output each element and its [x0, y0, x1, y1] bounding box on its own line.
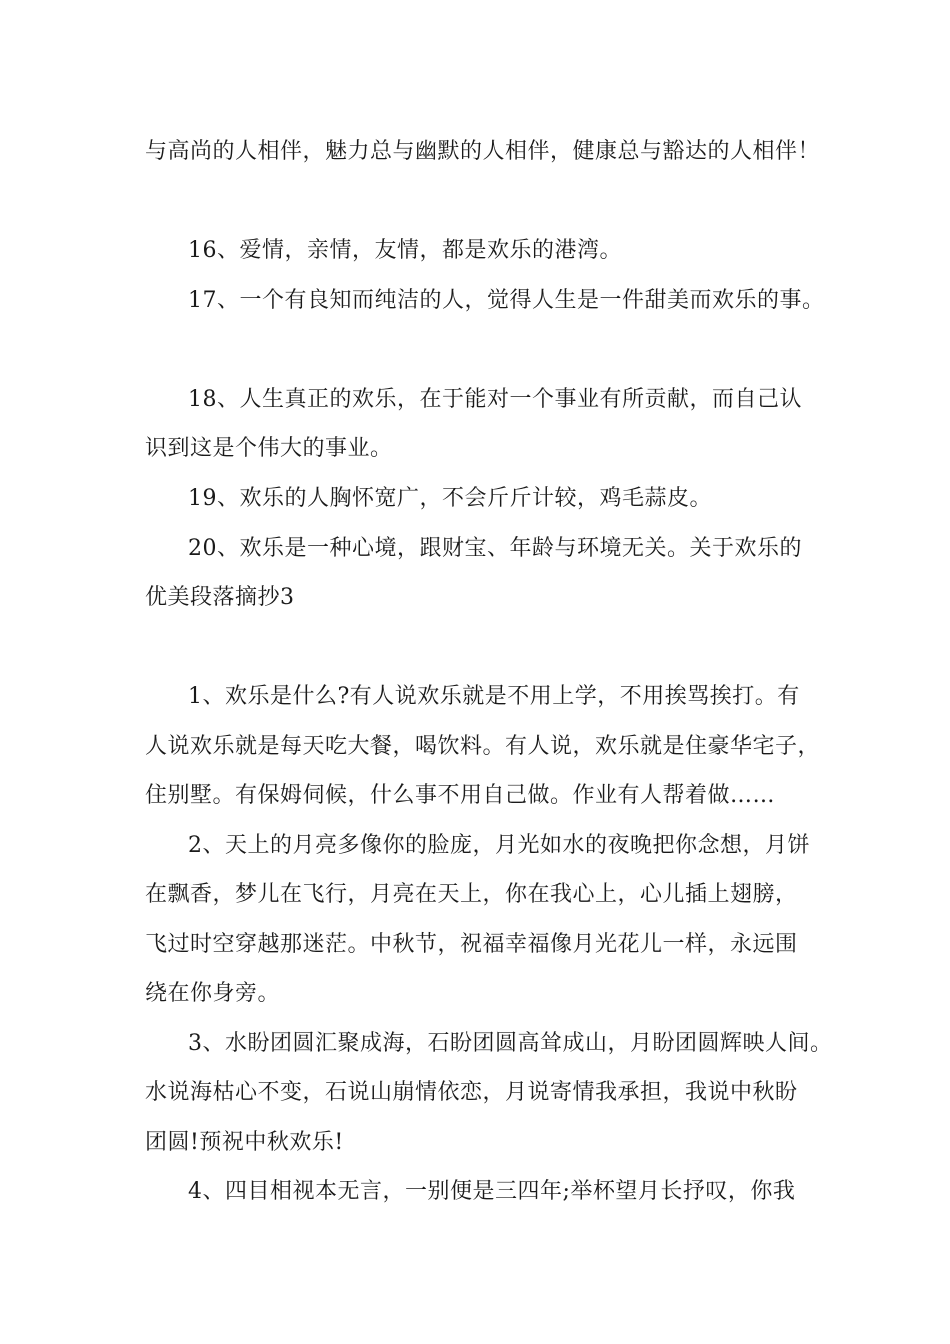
paragraph-line: 16、爱情，亲情，友情，都是欢乐的港湾。 — [188, 238, 622, 263]
paragraph-line: 飞过时空穿越那迷茫。中秋节，祝福幸福像月光花儿一样，永远围 — [145, 932, 798, 957]
paragraph-line: 19、欢乐的人胸怀宽广，不会斤斤计较，鸡毛蒜皮。 — [188, 486, 712, 511]
paragraph-line: 20、欢乐是一种心境，跟财宝、年龄与环境无关。关于欢乐的 — [188, 536, 802, 561]
paragraph-line: 人说欢乐就是每天吃大餐，喝饮料。有人说，欢乐就是住豪华宅子， — [145, 734, 821, 759]
paragraph-line: 2、天上的月亮多像你的脸庞，月光如水的夜晚把你念想，月饼 — [188, 833, 810, 858]
paragraph-line: 18、人生真正的欢乐，在于能对一个事业有所贡献，而自己认 — [188, 387, 802, 412]
paragraph-line: 3、水盼团圆汇聚成海，石盼团圆高耸成山，月盼团圆辉映人间。 — [188, 1031, 833, 1056]
paragraph-line: 住别墅。有保姆伺候，什么事不用自己做。作业有人帮着做…… — [145, 783, 776, 808]
paragraph-line: 优美段落摘抄3 — [145, 585, 295, 610]
paragraph-line: 4、四目相视本无言，一别便是三四年;举杯望月长抒叹，你我 — [188, 1179, 796, 1204]
paragraph-line: 1、欢乐是什么?有人说欢乐就是不用上学，不用挨骂挨打。有 — [188, 684, 800, 709]
paragraph-line: 绕在你身旁。 — [145, 981, 281, 1006]
paragraph-line: 识到这是个伟大的事业。 — [145, 436, 393, 461]
paragraph-line: 在飘香，梦儿在飞行，月亮在天上，你在我心上，心儿插上翅膀， — [145, 882, 798, 907]
paragraph-line: 与高尚的人相伴，魅力总与幽默的人相伴，健康总与豁达的人相伴！ — [145, 139, 821, 164]
paragraph-line: 17、一个有良知而纯洁的人，觉得人生是一件甜美而欢乐的事。 — [188, 288, 825, 313]
paragraph-line: 水说海枯心不变，石说山崩情依恋，月说寄情我承担，我说中秋盼 — [145, 1080, 798, 1105]
paragraph-line: 团圆!预祝中秋欢乐! — [145, 1130, 344, 1155]
